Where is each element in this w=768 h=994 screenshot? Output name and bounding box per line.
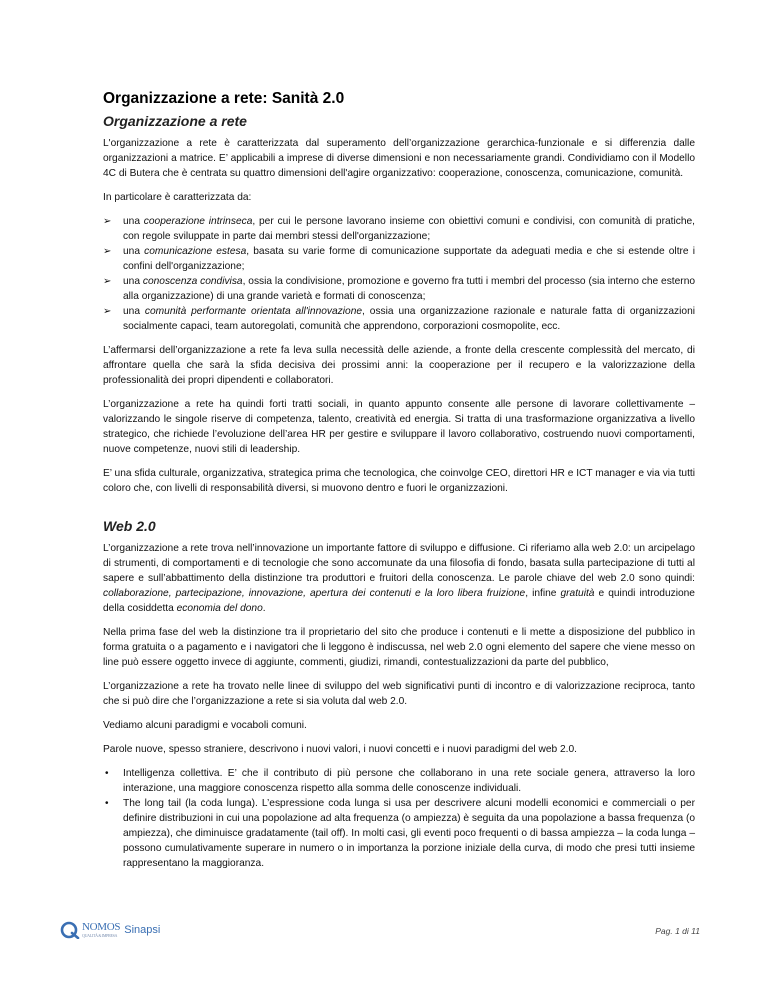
emphasis: cooperazione intrinseca bbox=[143, 216, 253, 227]
paragraph: E’ una sfida culturale, organizzativa, strategica prima che tecnologica, che coinvolge CEO, direttori HR e ICT manager e via via tutti coloro che, con livelli di responsabilità diversi, si muovono dentro e fuori le organizzazioni. bbox=[103, 468, 695, 494]
bullet-dot-icon: • bbox=[105, 798, 109, 809]
bullet-dot-icon: • bbox=[105, 768, 109, 779]
section-heading-organizzazione: Organizzazione a rete bbox=[103, 113, 247, 129]
nomos-logo-icon bbox=[60, 921, 80, 939]
logo-brand bbox=[82, 922, 120, 938]
paragraph: Nella prima fase del web la distinzione tra il proprietario del sito che produce i contenuti e li mette a disposizione del pubblico in forma gratuita o a pagamento e i navigatori che li leggono è indiscussa, nel web 2.0 ogni elemento del sapere che viene messo on line può essere oggetto invece di aggiunte, commenti, giudizi, rimandi, contestualizzazioni da parte del pubblico, bbox=[103, 627, 695, 668]
text: una bbox=[123, 216, 144, 227]
emphasis: collaborazione, partecipazione, innovazione, apertura dei contenuti e la loro libera fruizione bbox=[103, 588, 526, 599]
text: e quindi introduzione della cosiddetta bbox=[103, 588, 695, 614]
page-title: Organizzazione a rete: Sanità 2.0 bbox=[103, 90, 345, 107]
logo-brand-text: NOMOS bbox=[82, 921, 121, 933]
paragraph bbox=[103, 541, 695, 616]
arrow-bullet-icon: ➢ bbox=[103, 306, 112, 317]
paragraph: L’organizzazione a rete ha trovato nelle linee di sviluppo del web significativi punti di incontro e di valorizzazione reciproca, tanto che si può dire che l’organizzazione a rete si sia voluta dal web 2.0. bbox=[103, 681, 695, 707]
arrow-bullet-icon: ➢ bbox=[103, 216, 112, 227]
list-item bbox=[103, 214, 695, 244]
page-footer bbox=[60, 921, 700, 945]
section-heading-web20: Web 2.0 bbox=[103, 518, 156, 534]
text: Intelligenza collettiva. E’ che il contributo di più persone che collaborano in una rete sociale genera, attraverso la loro interazione, una maggiore conoscenza rispetto alla somma delle conoscenze individuali. bbox=[123, 768, 695, 794]
text: , per cui le persone lavorano insieme con obiettivi comuni e condivisi, con comunità di pratiche, con regole sviluppate in parte dai membri stessi dell'organizzazione; bbox=[123, 216, 695, 242]
paragraph: L’affermarsi dell’organizzazione a rete fa leva sulla necessità delle aziende, a fronte della crescente complessità del mercato, di affrontare quella che sarà la sfida decisiva dei prossimi anni: la cooperazione per il recupero e la valorizzazione della professionalità dei propri dipendenti e collaboratori. bbox=[103, 345, 695, 386]
text: una bbox=[123, 246, 145, 257]
text: L’organizzazione a rete trova nell’innovazione un importante fattore di sviluppo e diffusione. Ci riferiamo alla web 2.0: un arcipelago di strumenti, di comportamenti e di tecnologie che sono accomunate da una filosofia di fondo, basata sulla partecipazione di tutti al sapere e sull’abbattimento della distinzione tra produttori e fruitori della conoscenza. Le parole chiave del web 2.0 sono quindi: bbox=[103, 543, 695, 584]
list-item bbox=[103, 796, 695, 871]
arrow-list bbox=[103, 214, 695, 334]
emphasis: economia del dono bbox=[176, 603, 263, 614]
paragraph: L’organizzazione a rete ha quindi forti tratti sociali, in quanto appunto consente alle persone di lavorare collettivamente – valorizzando le singole riserve di competenza, talento, creatività ed energia. Si tratta di una trasformazione organizzativa a livello strategico, che richiede l’evoluzione dell’area HR per gestire e sviluppare il lavoro collaborativo, costruendo nuovi comportamenti, nuove competenze, nuovi stili di leadership. bbox=[103, 399, 695, 455]
paragraph: L'organizzazione a rete è caratterizzata dal superamento dell’organizzazione gerarchica-funzionale e si differenzia dalle organizzazioni a matrice. E’ applicabili a imprese di diverse dimensioni e non necessariamente grandi. Condividiamo con il Modello 4C di Butera che è centrata su quattro dimensioni dell'agire organizzativo: cooperazione, conoscenza, comunicazione, comunità. bbox=[103, 138, 695, 179]
logo-sinapsi: Sinapsi bbox=[124, 924, 161, 936]
list-item bbox=[103, 304, 695, 334]
nomos-sinapsi-logo bbox=[60, 921, 160, 939]
paragraph: Vediamo alcuni paradigmi e vocaboli comuni. bbox=[103, 720, 307, 731]
text: una bbox=[123, 306, 145, 317]
list-item bbox=[103, 766, 695, 796]
emphasis: gratuità bbox=[560, 588, 595, 599]
text: The long tail (la coda lunga). L’espressione coda lunga si usa per descrivere alcuni modelli economici e commerciali o per definire distribuzioni in cui una popolazione ad alta frequenza (o ampiezza) è seguita da una popolazione a bassa frequenza (o ampiezza), che diminuisce gradatamente (tail off). In molti casi, gli eventi poco frequenti o di bassa ampiezza – la coda lunga – possono cumulativamente superare in numero o in importanza la porzione iniziale della curva, di modo che presi tutti insieme rappresentano la maggioranza. bbox=[123, 798, 696, 869]
list-item bbox=[103, 274, 695, 304]
text: una bbox=[123, 276, 143, 287]
list-item bbox=[103, 244, 695, 274]
paragraph: In particolare è caratterizzata da: bbox=[103, 192, 252, 203]
dot-list bbox=[103, 766, 695, 871]
text: , ossia una organizzazione razionale e naturale fatta di organizzazioni socialmente capaci, team autoregolati, comunità che apprendono, corporazioni cosmopolite, ecc. bbox=[123, 306, 696, 332]
arrow-bullet-icon: ➢ bbox=[103, 276, 112, 287]
text: . bbox=[262, 603, 266, 614]
text: , basata su varie forme di comunicazione supportate da adeguati media e che si estende oltre i confini dell'organizzazione; bbox=[123, 246, 695, 272]
paragraph: Parole nuove, spesso straniere, descrivono i nuovi valori, i nuovi concetti e i nuovi paradigmi del web 2.0. bbox=[103, 744, 577, 755]
logo-tagline: QUALITÀ & IMPRESA bbox=[82, 933, 118, 938]
text: , ossia la condivisione, promozione e governo fra tutti i membri del processo (sia interno che esterno alla organizzazione) di una grande varietà e formati di conoscenza; bbox=[123, 276, 696, 302]
text: , infine bbox=[525, 588, 561, 599]
arrow-bullet-icon: ➢ bbox=[103, 246, 112, 257]
page-number: Pag. 1 di 11 bbox=[655, 926, 700, 936]
emphasis: comunità performante orientata all'innovazione bbox=[144, 306, 363, 317]
emphasis: comunicazione estesa bbox=[144, 246, 247, 257]
emphasis: conoscenza condivisa bbox=[142, 276, 243, 287]
document-page bbox=[103, 90, 695, 880]
